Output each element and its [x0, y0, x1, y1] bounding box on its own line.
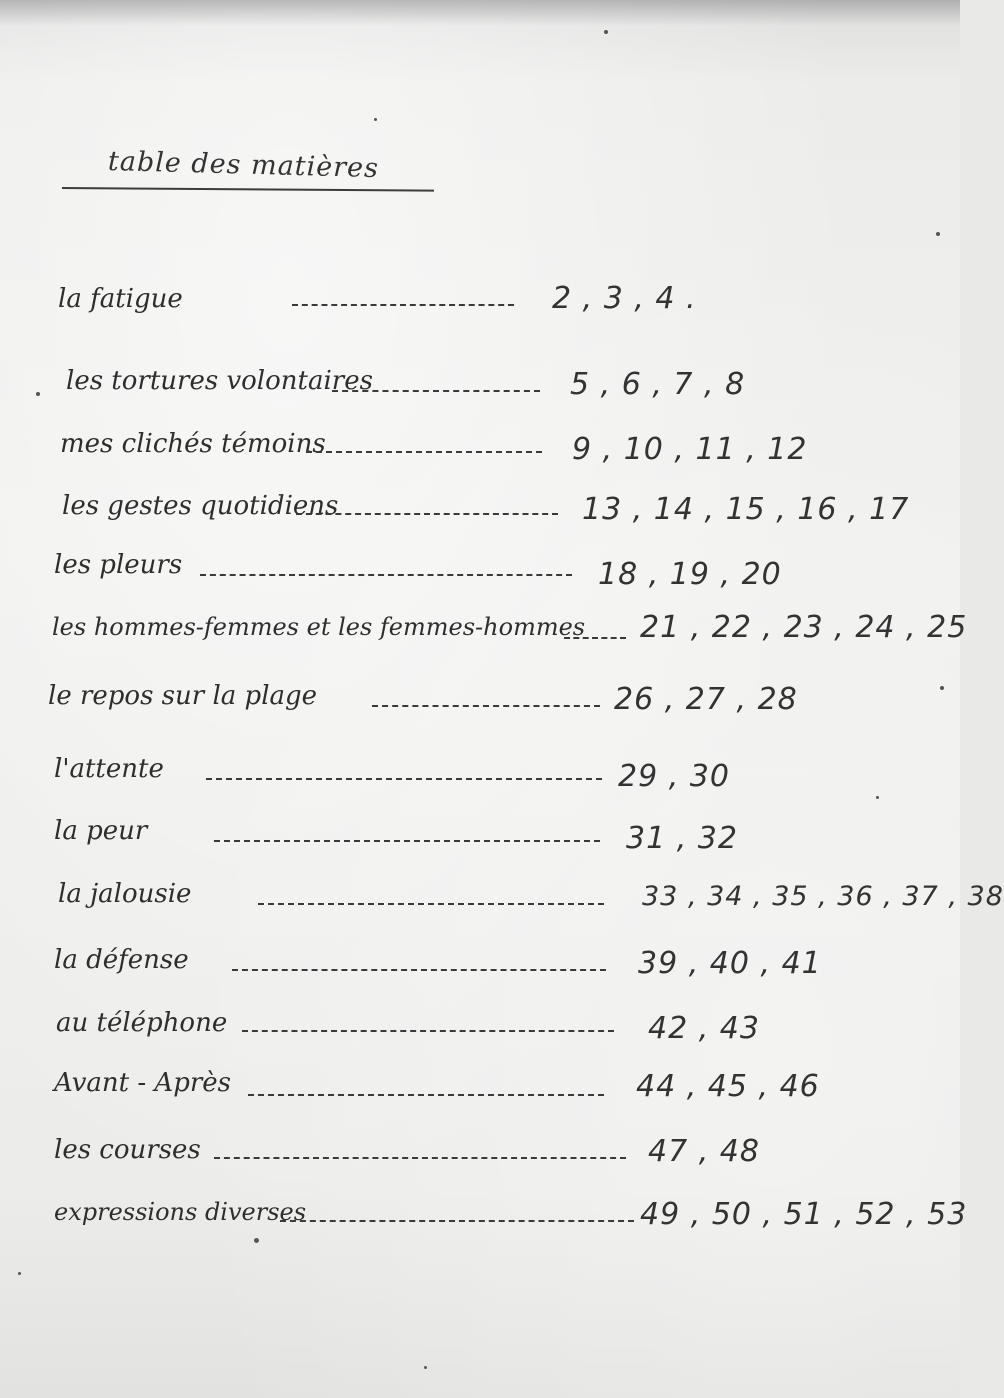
dotted-leader	[242, 1030, 614, 1032]
scan-speck	[940, 686, 944, 690]
toc-entry	[0, 812, 960, 862]
scan-speck	[936, 232, 940, 236]
scan-speck	[604, 30, 608, 34]
toc-entry	[0, 1066, 960, 1116]
entry-label: mes clichés témoins	[60, 429, 326, 459]
scan-speck	[876, 796, 879, 799]
dotted-leader	[372, 705, 600, 707]
toc-entry	[0, 548, 960, 598]
entry-pages: 29 , 30	[618, 759, 730, 794]
entry-pages: 13 , 14 , 15 , 16 , 17	[582, 492, 910, 527]
dotted-leader	[280, 1220, 634, 1222]
scan-edge-shadow	[0, 0, 960, 26]
entry-label: les hommes-femmes et les femmes-hommes	[52, 613, 586, 641]
page-title: table des matières	[107, 146, 380, 185]
entry-label: l'attente	[54, 754, 164, 784]
toc-entry	[0, 875, 1004, 925]
toc-entry	[0, 1131, 960, 1181]
entry-label: expressions diverses	[54, 1198, 307, 1226]
entry-label: au téléphone	[56, 1008, 228, 1038]
dotted-leader	[206, 778, 602, 780]
dotted-leader	[306, 451, 542, 453]
toc-entry	[0, 607, 968, 657]
entry-pages: 21 , 22 , 23 , 24 , 25	[640, 610, 968, 645]
dotted-leader	[248, 1094, 604, 1096]
entry-pages: 26 , 27 , 28	[614, 682, 798, 717]
entry-pages: 18 , 19 , 20	[598, 557, 782, 592]
dotted-leader	[292, 304, 514, 306]
entry-pages: 49 , 50 , 51 , 52 , 53	[640, 1197, 968, 1232]
entry-pages: 47 , 48	[648, 1134, 760, 1169]
toc-entry	[0, 425, 960, 475]
entry-pages: 39 , 40 , 41	[638, 946, 822, 981]
entry-label: le repos sur la plage	[48, 681, 318, 711]
entry-label: les courses	[54, 1135, 201, 1165]
dotted-leader	[258, 903, 604, 905]
entry-label: la fatigue	[58, 284, 183, 314]
scan-speck	[18, 1272, 21, 1275]
entry-label: la jalousie	[58, 879, 192, 909]
entry-label: la peur	[54, 816, 148, 846]
entry-label: Avant - Après	[54, 1068, 231, 1098]
dotted-leader	[332, 390, 540, 392]
dotted-leader	[214, 1157, 626, 1159]
dotted-leader	[200, 574, 572, 576]
dotted-leader	[296, 513, 558, 515]
entry-label: la défense	[54, 945, 189, 975]
entry-pages: 44 , 45 , 46	[636, 1069, 820, 1104]
title-underline	[62, 187, 434, 192]
toc-entry	[0, 278, 960, 328]
entry-pages: 42 , 43	[648, 1011, 760, 1046]
scan-speck	[424, 1366, 427, 1369]
scan-speck	[374, 118, 377, 121]
entry-pages: 5 , 6 , 7 , 8	[570, 367, 746, 402]
scan-speck	[36, 392, 40, 396]
entry-pages: 2 , 3 , 4 .	[552, 281, 697, 316]
toc-entry	[0, 750, 960, 800]
toc-entry	[0, 1006, 960, 1056]
entry-pages: 9 , 10 , 11 , 12	[572, 432, 808, 467]
entry-pages: 31 , 32	[626, 821, 738, 856]
dotted-leader	[564, 637, 626, 639]
toc-entry	[0, 1194, 968, 1244]
dotted-leader	[232, 969, 606, 971]
dotted-leader	[214, 840, 600, 842]
scan-speck	[254, 1238, 259, 1243]
entry-pages: 33 , 34 , 35 , 36 , 37 , 38	[642, 881, 1004, 912]
toc-entry	[0, 675, 960, 725]
toc-entry	[0, 485, 960, 535]
entry-label: les gestes quotidiens	[62, 491, 339, 521]
entry-label: les pleurs	[54, 550, 183, 580]
toc-entry	[0, 362, 960, 412]
toc-entry	[0, 941, 960, 991]
entry-label: les tortures volontaires	[66, 366, 373, 396]
